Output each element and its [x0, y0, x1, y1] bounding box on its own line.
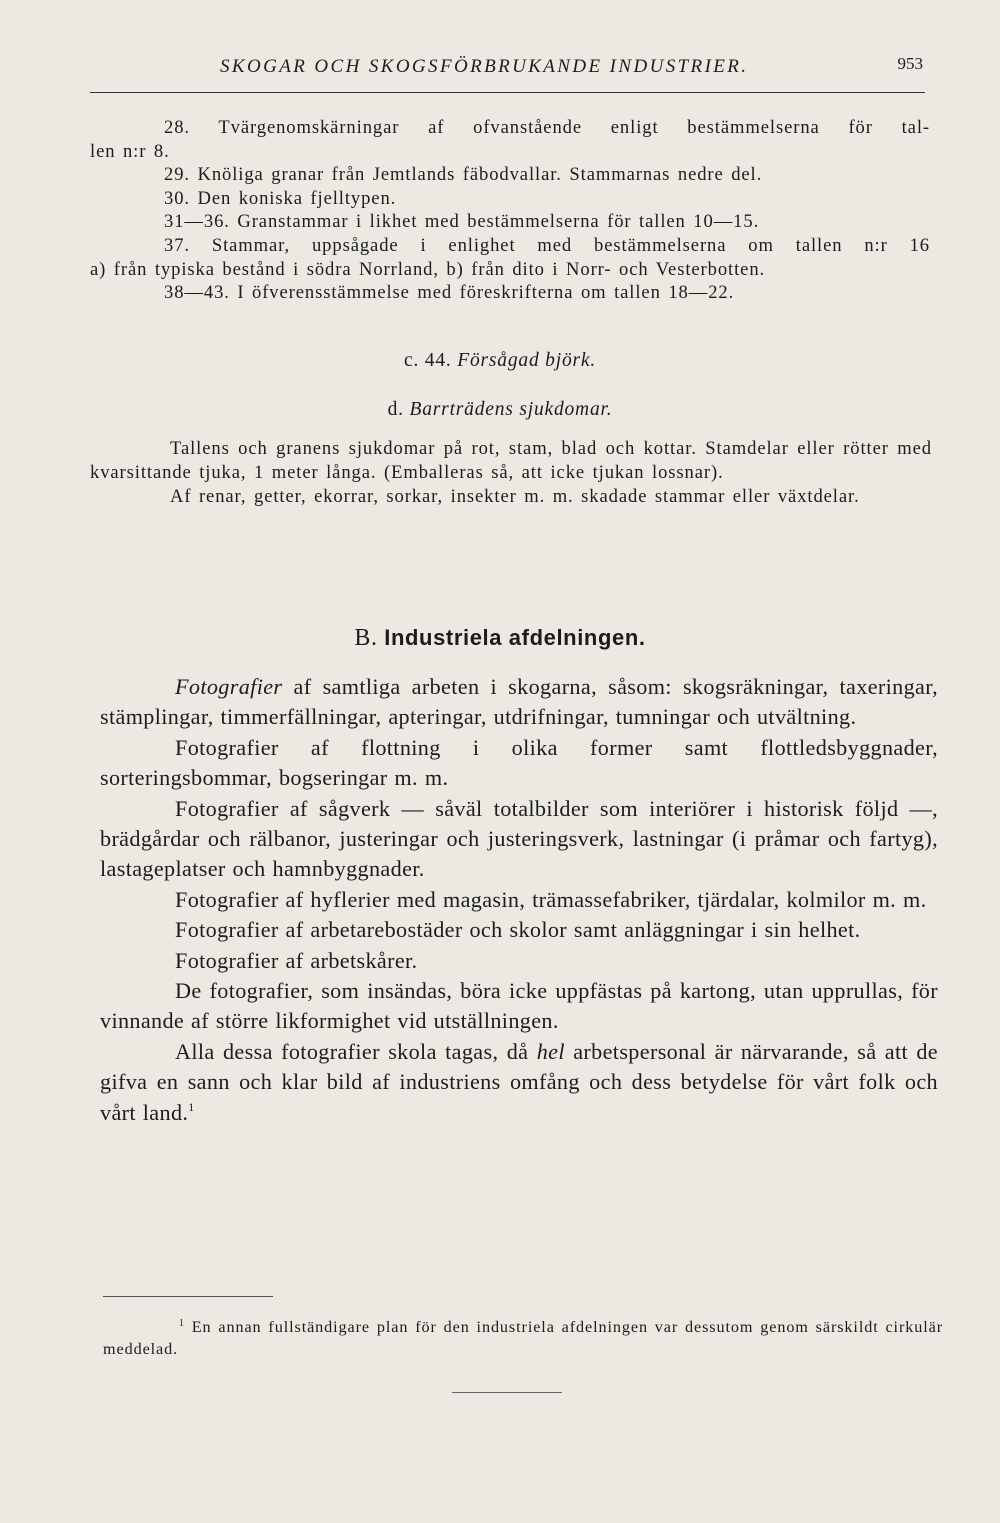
subsection-d-heading	[0, 399, 1000, 421]
body-paragraph-8-start: Alla dessa fotografier skola tagas, då	[175, 1038, 537, 1064]
body-paragraph-6: Fotografier af arbetskårer.	[175, 947, 418, 973]
section-b-title: Industriela afdelningen.	[384, 625, 646, 650]
page-header	[90, 50, 925, 90]
body-paragraph-1-rest: af samtliga arbeten i skogarna, såsom: skogsräkningar, taxeringar, stämplingar, timmerfällningar, apteringar, utdrifningar, tumningar och utvältning.	[100, 674, 938, 730]
subsection-d-prefix: d.	[387, 399, 404, 420]
footnote-rule	[103, 1296, 273, 1297]
section-b-prefix: B.	[354, 625, 378, 651]
body-paragraph-1	[100, 672, 938, 733]
list-item-38: 38—43. I öfverensstämmelse med föreskrifterna om tallen 18—22.	[164, 282, 735, 304]
section-b-heading	[0, 625, 1000, 652]
body-paragraph-4: Fotografier af hyflerier med magasin, trämassefabriker, tjärdalar, kolmilor m. m.	[175, 886, 927, 912]
body-paragraph-7: De fotografier, som insändas, böra icke uppfästas på kartong, utan upprullas, för vinnande af större likformighet vid utställningen.	[100, 978, 938, 1034]
specimen-list	[90, 116, 930, 305]
list-item-29: 29. Knöliga granar från Jemtlands fäbodvallar. Stammarnas nedre del.	[164, 164, 763, 186]
footnote-reference: 1	[188, 1099, 195, 1114]
footnote-paragraph	[103, 1316, 943, 1360]
list-item-30: 30. Den koniska fjelltypen.	[164, 187, 397, 209]
disease-text	[90, 437, 932, 508]
header-rule	[90, 92, 925, 93]
list-item-31: 31—36. Granstammar i likhet med bestämmelserna för tallen 10—15.	[164, 211, 760, 233]
list-item-28-line2: len n:r 8.	[90, 140, 170, 162]
disease-paragraph-2: Af renar, getter, ekorrar, sorkar, insekter m. m. skadade stammar eller växtdelar.	[170, 485, 860, 507]
body-paragraph-8-italic: hel	[536, 1038, 565, 1064]
body-paragraph-1-italic: Fotografier	[175, 674, 283, 699]
page-number: 953	[897, 54, 923, 73]
body-paragraph-3: Fotografier af sågverk — såväl totalbilder som interiörer i historisk följd —, brädgårdar och rälbanor, justeringar och justeringsverk, lastningar (i pråmar och fartyg), lastageplatser och hamnbyggnader.	[100, 795, 938, 882]
footnote	[103, 1316, 943, 1360]
body-paragraph-5: Fotografier af arbetarebostäder och skolor samt anläggningar i sin helhet.	[175, 917, 861, 943]
subsection-c-prefix: c. 44.	[403, 350, 452, 371]
running-title: SKOGAR OCH SKOGSFÖRBRUKANDE INDUSTRIER.	[220, 56, 749, 77]
disease-paragraph-1: Tallens och granens sjukdomar på rot, stam, blad och kottar. Stamdelar eller rötter med kvarsittande tjuka, 1 meter långa. (Emballeras så, att icke tjukan lossnar).	[90, 438, 932, 483]
body-paragraph-8	[100, 1037, 938, 1128]
industrial-section-body	[100, 672, 938, 1128]
subsection-d-title: Barrträdens sjukdomar.	[409, 399, 613, 420]
footnote-text: En annan fullständigare plan för den industriela afdelningen var dessutom genom särskildt cirkulär meddelad.	[103, 1318, 943, 1358]
list-item-37-line1: 37. Stammar, uppsågade i enlighet med bestämmelserna om tallen n:r 16	[164, 234, 930, 256]
body-paragraph-8-end: arbetspersonal är närvarande, så att de gifva en sann och klar bild af industriens omfång och dess betydelse för vårt folk och vårt land.	[100, 1038, 938, 1125]
footnote-mark: 1	[179, 1318, 185, 1329]
list-item-37-line2: a) från typiska bestånd i södra Norrland, b) från dito i Norr- och Vesterbotten.	[90, 258, 766, 280]
subsection-c-heading	[0, 350, 1000, 372]
subsection-c-title: Försågad björk.	[457, 350, 597, 371]
body-paragraph-2: Fotografier af flottning i olika former samt flottledsbyggnader, sorteringsbommar, bogseringar m. m.	[100, 734, 938, 791]
list-item-28-line1: 28. Tvärgenomskärningar af ofvanstående enligt bestämmelserna för tal-	[164, 117, 930, 138]
end-rule	[452, 1392, 562, 1393]
